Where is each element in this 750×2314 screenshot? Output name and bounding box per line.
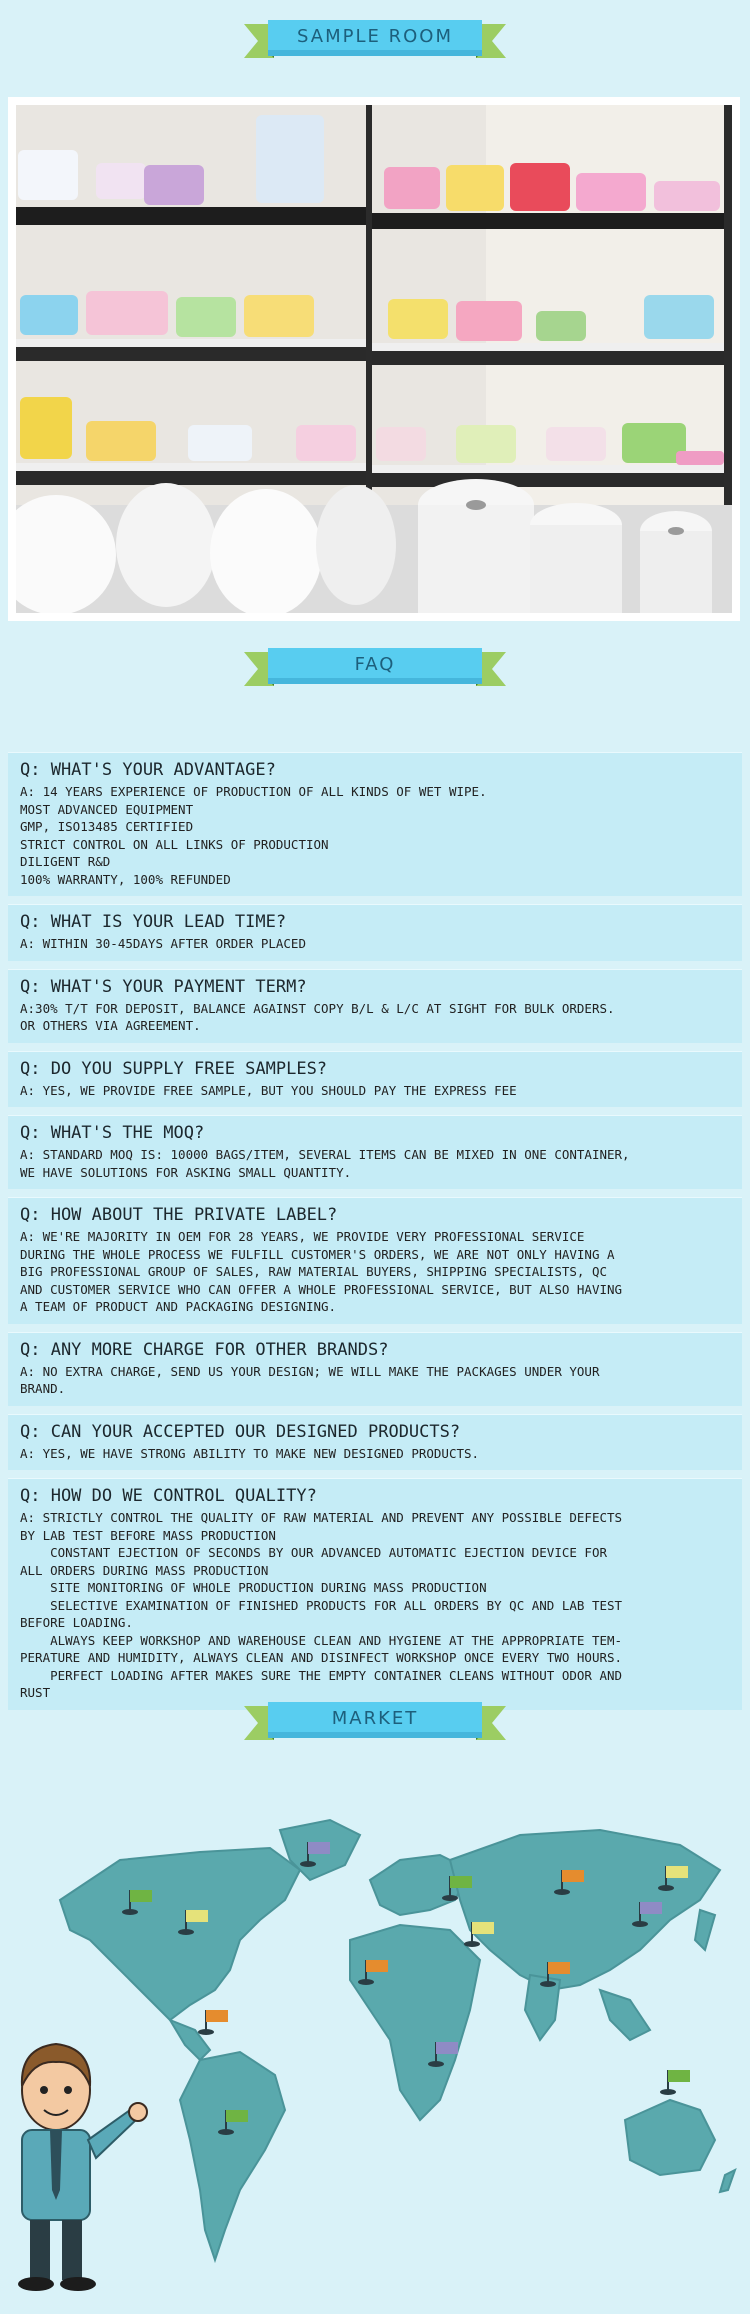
- faq-item: [8, 1332, 742, 1406]
- world-market-map: [0, 1790, 750, 2310]
- faq-question: Q: WHAT'S YOUR PAYMENT TERM?: [20, 976, 307, 997]
- faq-question: Q: WHAT IS YOUR LEAD TIME?: [20, 912, 287, 932]
- faq-answer: A: NO EXTRA CHARGE, SEND US YOUR DESIGN; WE WILL MAKE THE PACKAGES UNDER YOUR BRAND.: [20, 1363, 600, 1396]
- faq-question: Q: HOW DO WE CONTROL QUALITY?: [20, 1486, 317, 1506]
- faq-question: Q: HOW ABOUT THE PRIVATE LABEL?: [20, 1205, 338, 1225]
- market-title: MARKET: [331, 1708, 419, 1729]
- faq-list: [8, 752, 742, 1718]
- shelf-image: [16, 105, 732, 613]
- market-banner: [0, 1688, 750, 1752]
- faq-item: [8, 1197, 742, 1324]
- faq-question: Q: CAN YOUR ACCEPTED OUR DESIGNED PRODUCTS?: [20, 1421, 461, 1442]
- sample-room-banner: [0, 6, 750, 70]
- faq-item: [8, 752, 742, 896]
- faq-answer: A: WITHIN 30-45DAYS AFTER ORDER PLACED: [20, 936, 306, 951]
- faq-item: [8, 904, 742, 961]
- faq-question: Q: ANY MORE CHARGE FOR OTHER BRANDS?: [20, 1339, 389, 1360]
- faq-answer: A: YES, WE PROVIDE FREE SAMPLE, BUT YOU SHOULD PAY THE EXPRESS FEE: [20, 1082, 517, 1098]
- world-map-icon: [0, 1790, 750, 2310]
- faq-answer: A: YES, WE HAVE STRONG ABILITY TO MAKE NEW DESIGNED PRODUCTS.: [20, 1445, 480, 1461]
- faq-answer: A: STANDARD MOQ IS: 10000 BAGS/ITEM, SEVERAL ITEMS CAN BE MIXED IN ONE CONTAINER, WE HAVE SOLUTIONS FOR ASKING SMALL QUANTITY.: [20, 1147, 630, 1180]
- faq-banner: [0, 634, 750, 698]
- faq-answer: A: 14 YEARS EXPERIENCE OF PRODUCTION OF ALL KINDS OF WET WIPE. MOST ADVANCED EQUIPMENT GMP, ISO13485 CERTIFIED STRICT CONTROL ON ALL LINKS OF PRODUCTION DILIGENT R&D 100% WARRANTY, 100% REFUNDED: [20, 784, 487, 887]
- faq-question: Q: DO YOU SUPPLY FREE SAMPLES?: [20, 1058, 328, 1079]
- faq-item: [8, 1414, 742, 1471]
- faq-item: [8, 1051, 742, 1108]
- faq-item: [8, 1115, 742, 1189]
- faq-answer: A: WE'RE MAJORITY IN OEM FOR 28 YEARS, WE PROVIDE VERY PROFESSIONAL SERVICE DURING THE WHOLE PROCESS WE FULFILL CUSTOMER'S ORDERS, WE ARE NOT ONLY HAVING A BIG PROFESSIONAL GROUP OF SALES, RAW MATERIAL BUYERS, SHIPPING SPECIALISTS, QC AND CUSTOMER SERVICE WHO CAN OFFER A WHOLE PROFESSIONAL SERVICE, BUT ALSO HAVING A TEAM OF PRODUCT AND PACKAGING DESIGNING.: [20, 1229, 623, 1314]
- sample-room-photo: [8, 97, 740, 621]
- faq-answer: A: STRICTLY CONTROL THE QUALITY OF RAW MATERIAL AND PREVENT ANY POSSIBLE DEFECTS BY LAB TEST BEFORE MASS PRODUCTION CONSTANT EJECTION OF SECONDS BY OUR ADVANCED AUTOMATIC EJECTION DEVICE FOR ALL ORDERS DURING MASS PRODUCTION SITE MONITORING OF WHOLE PRODUCTION DURING MASS PRODUCTION SELECTIVE EXAMINATION OF FINISHED PRODUCTS FOR ALL ORDERS BY QC AND LAB TEST BEFORE LOADING. ALWAYS KEEP WORKSHOP AND WAREHOUSE CLEAN AND HYGIENE AT THE APPROPRIATE TEM- PERATURE AND HUMIDITY, ALWAYS CLEAN AND DISINFECT WORKSHOP ONCE EVERY TWO HOURS. PERFECT LOADING AFTER MAKES SURE THE EMPTY CONTAINER CLEANS WITHOUT ODOR AND RUST: [20, 1510, 623, 1700]
- cartoon-man-icon: [18, 2044, 147, 2291]
- faq-title: FAQ: [354, 654, 396, 675]
- faq-question: Q: WHAT'S THE MOQ?: [20, 1123, 205, 1143]
- faq-item: [8, 969, 742, 1043]
- faq-answer: A:30% T/T FOR DEPOSIT, BALANCE AGAINST COPY B/L & L/C AT SIGHT FOR BULK ORDERS. OR OTHERS VIA AGREEMENT.: [20, 1000, 615, 1033]
- faq-question: Q: WHAT'S YOUR ADVANTAGE?: [20, 760, 276, 780]
- faq-item: [8, 1478, 742, 1710]
- sample-room-title: SAMPLE ROOM: [297, 26, 453, 47]
